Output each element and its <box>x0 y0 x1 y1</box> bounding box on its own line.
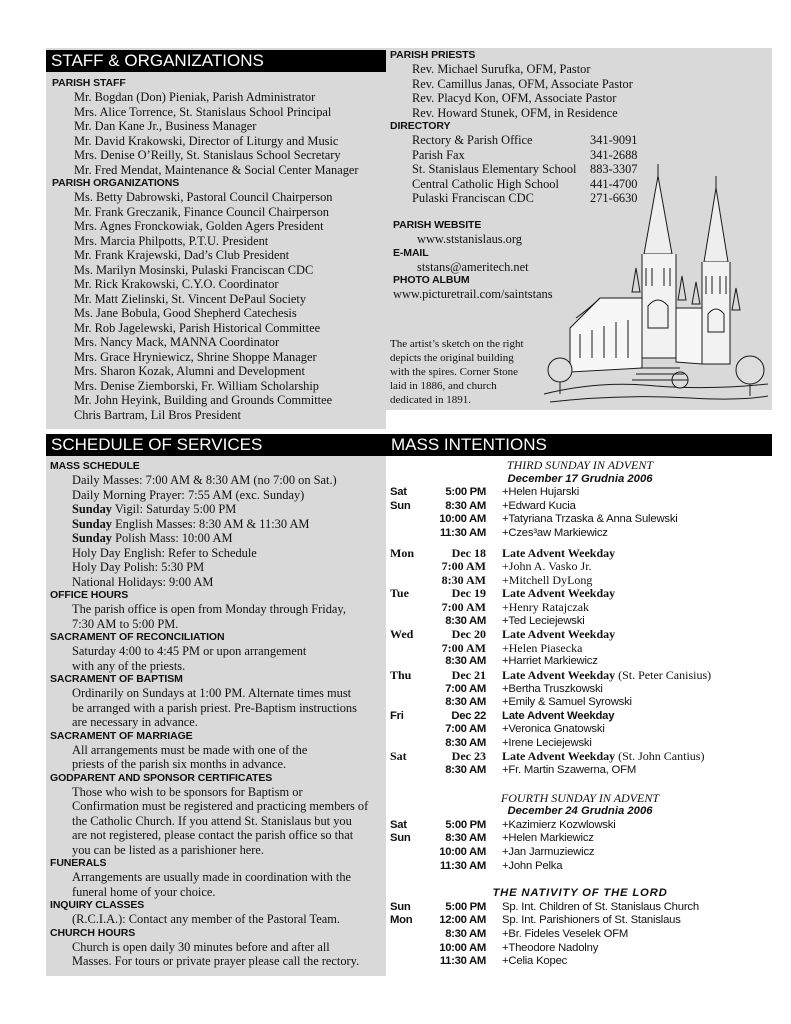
mass-intentions-section <box>390 459 770 969</box>
sponsor-line: the Catholic Church. If you attend St. Stanislaus but you <box>72 813 352 828</box>
funerals-text <box>50 870 386 899</box>
office-hours-text <box>50 602 386 631</box>
intention-time: 8:30 AM <box>445 696 486 709</box>
intention-name: +John Pelka <box>502 859 563 872</box>
staff-entry: Mrs. Denise O’Reilly, St. Stanislaus School Secretary <box>74 148 341 162</box>
office-line: The parish office is open from Monday through Friday, <box>72 602 346 616</box>
intention-day: Sat <box>390 749 407 764</box>
intention-name: +John A. Vasko Jr. <box>502 559 592 574</box>
intention-time: 12:00 AM <box>439 914 486 927</box>
email-link[interactable]: ststans@ameritech.net <box>417 259 529 274</box>
intention-row <box>390 955 770 969</box>
sponsor-line: you can be listed as a parishioner here. <box>72 842 264 857</box>
sponsor-line: are not registered, please contact the parish office so that <box>72 828 354 842</box>
intention-row <box>390 500 770 514</box>
directory-name: Rectory & Parish Office <box>412 133 533 147</box>
inquiry-label: INQUIRY CLASSES <box>50 899 145 911</box>
directory-name: Pulaski Franciscan CDC <box>412 191 534 205</box>
baptism-line: be arranged with a parish priest. Pre-Baptism instructions <box>72 700 357 715</box>
mass-schedule-line: Holy Day Polish: 5:30 PM <box>72 560 205 574</box>
third-sunday-title: THIRD SUNDAY IN ADVENT <box>506 458 654 472</box>
baptism-text <box>50 686 386 730</box>
mass-schedule-line: Daily Morning Prayer: 7:55 AM (exc. Sunday) <box>72 487 305 502</box>
intention-time: 10:00 AM <box>439 941 486 954</box>
baptism-line: are necessary in advance. <box>72 715 198 729</box>
intention-row <box>390 819 770 833</box>
org-entry: Mr. Rick Krakowski, C.Y.O. Coordinator <box>74 277 279 291</box>
intention-day: Mon <box>390 914 413 927</box>
funerals-line: Arrangements are usually made in coordination with the <box>72 870 352 884</box>
intention-day: Tue <box>390 586 409 601</box>
staff-entry: Mr. Fred Mendat, Maintenance & Social Center Manager <box>74 162 359 177</box>
intention-time: Dec 19 <box>451 586 486 601</box>
org-entry: Mr. Frank Greczanik, Finance Council Chairperson <box>74 204 329 219</box>
intention-time: Dec 18 <box>451 545 486 560</box>
intention-name: Late Advent Weekday (St. John Cantius) <box>502 749 705 764</box>
directory-phone: 883-3307 <box>590 162 638 176</box>
sunday-label: Sunday <box>72 502 112 516</box>
directory-label: DIRECTORY <box>390 120 451 132</box>
staff-heading: STAFF & ORGANIZATIONS <box>46 50 386 72</box>
staff-entry: Mrs. Alice Torrence, St. Stanislaus School Principal <box>74 104 332 119</box>
sponsor-text <box>50 785 386 858</box>
reconciliation-text <box>50 644 386 673</box>
fourth-sunday-date: December 24 Grudnia 2006 <box>507 805 653 818</box>
sponsor-label: GODPARENT AND SPONSOR CERTIFICATES <box>50 771 273 784</box>
intention-row <box>390 901 770 915</box>
intention-time: 11:30 AM <box>439 526 486 539</box>
intention-day: Fri <box>390 709 404 722</box>
org-entry: Mr. John Heyink, Building and Grounds Committee <box>74 393 333 407</box>
funerals-line: funeral home of your choice. <box>72 884 216 899</box>
org-entry: Mrs. Agnes Fronckowiak, Golden Agers President <box>74 219 324 233</box>
intention-row <box>390 764 770 778</box>
email-label: E-MAIL <box>393 246 429 259</box>
intention-time: 8:30 AM <box>445 764 486 777</box>
staff-entry: Mr. Bogdan (Don) Pieniak, Parish Administrator <box>74 90 316 104</box>
org-entry: Mrs. Denise Ziemborski, Fr. William Scholarship <box>74 378 319 393</box>
intention-name: +Kazimierz Kozwlowski <box>502 818 616 831</box>
priest-entry: Rev. Michael Surufka, OFM, Pastor <box>412 62 591 76</box>
intention-time: 7:00 AM <box>445 682 486 695</box>
intention-name: Sp. Int. Children of St. Stanislaus Church <box>502 900 699 913</box>
website-link[interactable]: www.ststanislaus.org <box>417 232 522 246</box>
intention-time: 8:30 AM <box>445 832 486 845</box>
intention-day <box>390 846 428 860</box>
org-entry: Ms. Jane Bobula, Good Shepherd Catechesis <box>74 306 297 320</box>
intention-day <box>390 642 428 656</box>
directory-name: Parish Fax <box>412 147 465 162</box>
intention-name: +Edward Kucia <box>502 499 576 512</box>
intentions-heading: MASS INTENTIONS <box>386 434 772 456</box>
intention-day <box>390 723 428 737</box>
intention-day <box>390 574 428 588</box>
intention-day <box>390 513 428 527</box>
caption-line: with the spires. Corner Stone <box>390 366 519 378</box>
intention-name: +Jan Jarmuziewicz <box>502 846 595 859</box>
intention-time: 5:00 PM <box>445 818 486 831</box>
intention-day: Sun <box>390 499 411 512</box>
sponsor-line: Those who wish to be sponsors for Baptism or <box>72 784 303 799</box>
intention-row <box>390 513 770 527</box>
recon-line: Saturday 4:00 to 4:45 PM or upon arrangement <box>72 644 307 658</box>
intention-row <box>390 628 770 642</box>
mass-schedule-list <box>50 473 386 589</box>
mass-schedule-line: Daily Masses: 7:00 AM & 8:30 AM (no 7:00 on Sat.) <box>72 473 337 487</box>
intention-day: Wed <box>390 627 414 642</box>
intention-day <box>390 696 428 710</box>
org-entry: Mr. Matt Zielinski, St. Vincent DePaul Society <box>74 291 307 306</box>
intention-row <box>390 486 770 500</box>
intention-time: 8:30 AM <box>445 499 486 512</box>
priest-entry: Rev. Camillus Janas, OFM, Associate Pastor <box>412 76 633 91</box>
marriage-line: priests of the parish six months in advance. <box>72 757 287 771</box>
intention-day <box>390 615 428 629</box>
fourth-sunday-rows <box>390 819 770 873</box>
photo-album-label: PHOTO ALBUM <box>393 274 470 286</box>
intention-day: Mon <box>390 545 414 560</box>
intention-row <box>390 560 770 574</box>
parish-staff-list <box>52 90 386 177</box>
directory-name: Central Catholic High School <box>412 176 559 191</box>
intention-name: +Harriet Markiewicz <box>502 655 598 668</box>
office-line: 7:30 AM to 5:00 PM. <box>72 616 179 631</box>
intention-row <box>390 942 770 956</box>
intention-day <box>390 560 428 574</box>
intention-row <box>390 527 770 541</box>
baptism-line: Ordinarily on Sundays at 1:00 PM. Alternate times must <box>72 686 352 700</box>
intention-row <box>390 669 770 683</box>
intention-day <box>390 601 428 615</box>
intention-day <box>390 928 428 942</box>
inquiry-line: (R.C.I.A.): Contact any member of the Pastoral Team. <box>72 912 340 926</box>
intention-time: Dec 22 <box>451 709 486 722</box>
intention-day: Sat <box>390 486 407 499</box>
caption-line: laid in 1886, and church <box>390 380 497 392</box>
intention-day: Sat <box>390 818 407 831</box>
priest-entry: Rev. Placyd Kon, OFM, Associate Pastor <box>412 91 617 105</box>
intention-name: Late Advent Weekday <box>502 545 616 560</box>
mass-schedule-line: Sunday English Masses: 8:30 AM & 11:30 AM <box>72 516 310 531</box>
nativity-title: THE NATIVITY OF THE LORD <box>492 887 668 900</box>
caption-line: dedicated in 1891. <box>390 394 471 406</box>
parish-orgs-list <box>52 190 386 422</box>
church-hours-line: Masses. For tours or private prayer please call the rectory. <box>72 954 360 968</box>
staff-entry: Mr. Dan Kane Jr., Business Manager <box>74 119 257 133</box>
intention-row <box>390 574 770 588</box>
org-entry: Mrs. Marcia Philpotts, P.T.U. President <box>74 233 269 248</box>
marriage-line: All arrangements must be made with one of the <box>72 742 308 757</box>
intention-row <box>390 696 770 710</box>
intention-name: +Br. Fideles Veselek OFM <box>502 928 629 940</box>
org-entry: Chris Bartram, Lil Bros President <box>74 407 241 422</box>
directory-phone: 341-2688 <box>590 147 638 162</box>
intention-row <box>390 615 770 629</box>
intention-time: 11:30 AM <box>439 955 486 968</box>
intention-day <box>390 764 428 778</box>
intention-time: 7:00 AM <box>445 723 486 736</box>
intention-row <box>390 587 770 601</box>
intention-row <box>390 601 770 615</box>
reconciliation-label: SACRAMENT OF RECONCILIATION <box>50 631 225 643</box>
office-hours-label: OFFICE HOURS <box>50 589 129 601</box>
parish-priests-label: PARISH PRIESTS <box>390 49 476 61</box>
intention-row <box>390 860 770 874</box>
intention-time: 8:30 AM <box>445 928 486 940</box>
nativity-rows <box>390 901 770 969</box>
intention-row <box>390 723 770 737</box>
intention-row <box>390 683 770 697</box>
intention-day <box>390 655 428 669</box>
intention-day: Thu <box>390 667 412 682</box>
intention-time: Dec 20 <box>451 627 486 642</box>
intention-row <box>390 846 770 860</box>
intention-time: 11:30 AM <box>439 859 486 872</box>
intention-time: 10:00 AM <box>439 846 486 859</box>
mass-schedule-line: Sunday Polish Mass: 10:00 AM <box>72 531 233 545</box>
directory-name: St. Stanislaus Elementary School <box>412 162 577 176</box>
org-entry: Ms. Betty Dabrowski, Pastoral Council Chairperson <box>74 190 333 204</box>
intention-day <box>390 527 428 541</box>
photo-album-link[interactable]: www.picturetrail.com/saintstans <box>393 287 553 301</box>
intention-name: Sp. Int. Parishioners of St. Stanislaus <box>502 914 681 927</box>
org-entry: Mrs. Sharon Kozak, Alumni and Development <box>74 364 305 378</box>
intention-name: Late Advent Weekday (St. Peter Canisius) <box>502 667 712 682</box>
intention-row <box>390 710 770 724</box>
intention-name: +Helen Markiewicz <box>502 832 594 845</box>
intention-name: +Emily & Samuel Syrowski <box>502 696 632 709</box>
fourth-sunday-title: FOURTH SUNDAY IN ADVENT <box>500 790 660 805</box>
parish-staff-label: PARISH STAFF <box>52 77 126 89</box>
directory-phone: 441-4700 <box>590 176 638 191</box>
mass-schedule-line: Sunday Vigil: Saturday 5:00 PM <box>72 502 237 516</box>
intention-name: +Ted Leciejewski <box>502 614 585 627</box>
intention-time: 10:00 AM <box>439 513 486 526</box>
inquiry-text <box>50 912 386 927</box>
intention-day <box>390 942 428 956</box>
intention-day: Sun <box>390 900 411 913</box>
intention-name: +Veronica Gnatowski <box>502 723 605 736</box>
intention-name: Late Advent Weekday <box>502 627 616 642</box>
intention-time: Dec 21 <box>451 667 486 682</box>
intention-row <box>390 832 770 846</box>
directory-entry <box>390 133 770 148</box>
caption-line: depicts the original building <box>390 352 514 364</box>
intention-row <box>390 655 770 669</box>
intention-name: +Bertha Truszkowski <box>502 682 603 695</box>
baptism-label: SACRAMENT OF BAPTISM <box>50 673 183 685</box>
staff-section <box>52 77 386 422</box>
intention-time: Dec 23 <box>451 749 486 764</box>
intention-name: Late Advent Weekday <box>502 709 615 722</box>
parish-orgs-label: PARISH ORGANIZATIONS <box>52 177 180 189</box>
mass-schedule-line: National Holidays: 9:00 AM <box>72 574 214 589</box>
org-entry: Mrs. Grace Hryniewicz, Shrine Shoppe Manager <box>74 349 317 364</box>
intention-row <box>390 928 770 942</box>
intention-time: 8:30 AM <box>445 614 486 627</box>
priests-list <box>390 62 770 120</box>
mass-schedule-line: Holy Day English: Refer to Schedule <box>72 545 257 560</box>
caption-line: The artist’s sketch on the right <box>390 338 524 350</box>
intention-time: 7:00 AM <box>441 559 486 574</box>
intention-row <box>390 547 770 561</box>
priest-entry: Rev. Howard Stunek, OFM, in Residence <box>412 105 618 120</box>
intention-name: +Helen Hujarski <box>502 486 580 499</box>
intention-time: 7:00 AM <box>441 599 486 614</box>
church-hours-line: Church is open daily 30 minutes before and after all <box>72 939 330 954</box>
intention-name: +Mitchell DyLong <box>502 572 593 587</box>
sketch-caption <box>390 337 550 407</box>
org-entry: Mrs. Nancy Mack, MANNA Coordinator <box>74 335 280 349</box>
staff-entry: Mr. David Krakowski, Director of Liturgy and Music <box>74 133 339 148</box>
intention-day <box>390 737 428 751</box>
third-sunday-rows <box>390 486 770 540</box>
mass-schedule-label: MASS SCHEDULE <box>50 460 140 472</box>
recon-line: with any of the priests. <box>72 658 186 673</box>
sunday-label: Sunday <box>72 531 112 545</box>
third-sunday-date: December 17 Grudnia 2006 <box>507 472 653 485</box>
church-sketch-image <box>540 158 772 410</box>
intention-time: 8:30 AM <box>445 655 486 668</box>
funerals-label: FUNERALS <box>50 857 107 869</box>
marriage-text <box>50 743 386 772</box>
intention-name: Late Advent Weekday <box>502 586 616 601</box>
sponsor-line: Confirmation must be registered and practicing members of <box>72 799 369 813</box>
intention-row <box>390 750 770 764</box>
intention-day <box>390 860 428 874</box>
sunday-label: Sunday <box>72 516 112 531</box>
schedule-heading: SCHEDULE OF SERVICES <box>46 434 386 456</box>
intention-row <box>390 914 770 928</box>
intention-day <box>390 955 428 969</box>
intention-row <box>390 737 770 751</box>
intention-name: +Helen Piasecka <box>502 640 583 655</box>
intention-row <box>390 642 770 656</box>
intention-name: +Irene Leciejewski <box>502 736 592 749</box>
intention-name: +Henry Ratajczak <box>502 599 590 614</box>
marriage-label: SACRAMENT OF MARRIAGE <box>50 729 193 742</box>
directory-phone: 271-6630 <box>590 191 638 205</box>
church-hours-label: CHURCH HOURS <box>50 926 136 939</box>
intention-name: +Celia Kopec <box>502 955 568 968</box>
schedule-section <box>50 460 386 969</box>
intention-day <box>390 683 428 697</box>
intention-time: 5:00 PM <box>445 900 486 913</box>
intention-time: 7:00 AM <box>441 640 486 655</box>
directory-phone: 341-9091 <box>590 133 638 147</box>
org-entry: Mr. Rob Jagelewski, Parish Historical Committee <box>74 320 321 335</box>
church-hours-text <box>50 940 386 969</box>
weekday-rows <box>390 547 770 778</box>
intention-time: 5:00 PM <box>445 486 486 499</box>
website-label: PARISH WEBSITE <box>393 219 482 231</box>
intention-name: +Theodore Nadolny <box>502 941 599 954</box>
intention-name: +Tatyriana Trzaska & Anna Sulewski <box>502 513 678 526</box>
org-entry: Ms. Marilyn Mosinski, Pulaski Franciscan CDC <box>74 262 314 277</box>
intention-time: 8:30 AM <box>445 736 486 749</box>
intention-name: +Fr. Martin Szawerna, OFM <box>502 764 637 777</box>
intention-time: 8:30 AM <box>441 572 486 587</box>
intention-name: +Czes³aw Markiewicz <box>502 526 608 539</box>
intention-day: Sun <box>390 832 411 845</box>
org-entry: Mr. Frank Krajewski, Dad’s Club President <box>74 248 290 262</box>
